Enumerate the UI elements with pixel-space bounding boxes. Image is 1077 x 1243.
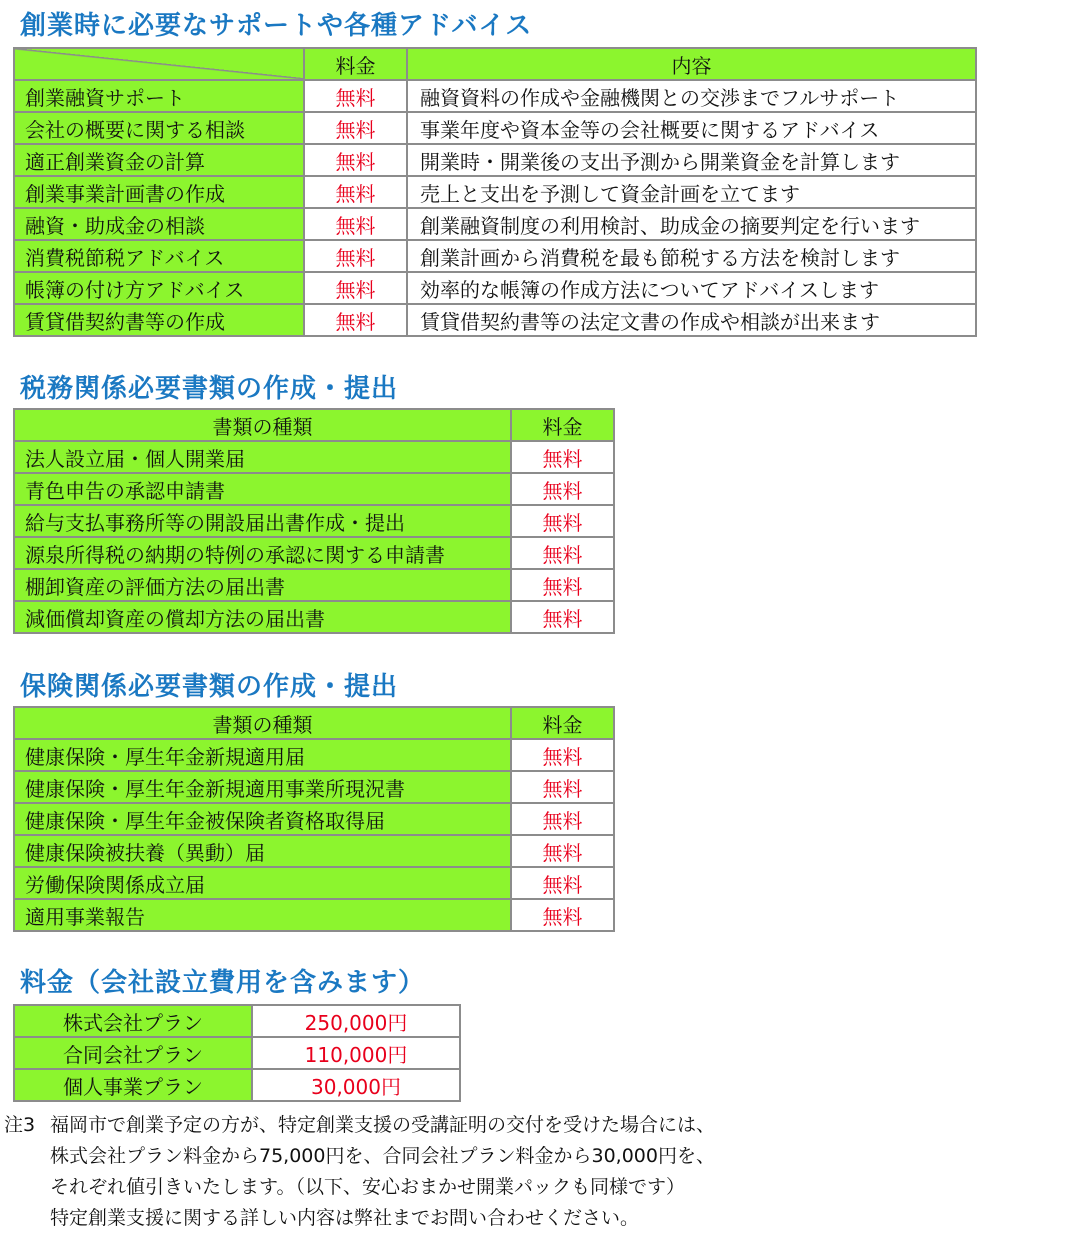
fee-value: 無料 xyxy=(304,144,407,176)
document-name: 健康保険被扶養（異動）届 xyxy=(14,835,511,867)
service-description: 事業年度や資本金等の会社概要に関するアドバイス xyxy=(407,112,976,144)
fee-value: 無料 xyxy=(511,771,614,803)
tax-table xyxy=(13,408,615,634)
table-row xyxy=(14,569,614,601)
plan-name: 個人事業プラン xyxy=(14,1069,252,1101)
table-row xyxy=(14,272,976,304)
notes-block xyxy=(4,1110,715,1234)
table-row xyxy=(14,739,614,771)
table-row xyxy=(14,1005,460,1037)
pricing-section-title: 料金（会社設立費用を含みます） xyxy=(20,968,426,998)
service-label: 会社の概要に関する相談 xyxy=(14,112,304,144)
insurance-table xyxy=(13,706,615,932)
service-label: 消費税節税アドバイス xyxy=(14,240,304,272)
plan-price: 110,000円 xyxy=(252,1037,460,1069)
table-row xyxy=(14,537,614,569)
fee-header: 料金 xyxy=(511,707,614,739)
document-name: 棚卸資産の評価方法の届出書 xyxy=(14,569,511,601)
table-row xyxy=(14,473,614,505)
fee-value: 無料 xyxy=(511,803,614,835)
support-table xyxy=(13,47,977,337)
fee-header: 料金 xyxy=(511,409,614,441)
note-text: 福岡市で創業予定の方が、特定創業支援の受講証明の交付を受けた場合には、 xyxy=(50,1114,716,1136)
table-row xyxy=(14,240,976,272)
fee-value: 無料 xyxy=(304,208,407,240)
doc-type-header: 書類の種類 xyxy=(14,707,511,739)
table-row xyxy=(14,867,614,899)
fee-value: 無料 xyxy=(304,304,407,336)
fee-value: 無料 xyxy=(511,867,614,899)
table-row xyxy=(14,771,614,803)
table-row xyxy=(14,441,614,473)
table-row xyxy=(14,208,976,240)
note-line: 株式会社プラン料金から75,000円を、合同会社プラン料金から30,000円を、 xyxy=(50,1145,715,1167)
insurance-header-row xyxy=(14,707,614,739)
table-row xyxy=(14,601,614,633)
note-mark: 注3 xyxy=(4,1114,36,1136)
note-line: それぞれ値引きいたします。（以下、安心おまかせ開業パックも同様です） xyxy=(50,1176,685,1198)
table-row xyxy=(14,803,614,835)
fee-value: 無料 xyxy=(511,601,614,633)
service-label: 創業事業計画書の作成 xyxy=(14,176,304,208)
plan-price: 30,000円 xyxy=(252,1069,460,1101)
table-row xyxy=(14,899,614,931)
document-name: 健康保険・厚生年金被保険者資格取得届 xyxy=(14,803,511,835)
table-row xyxy=(14,176,976,208)
service-description: 創業融資制度の利用検討、助成金の摘要判定を行います xyxy=(407,208,976,240)
service-description: 賃貸借契約書等の法定文書の作成や相談が出来ます xyxy=(407,304,976,336)
fee-value: 無料 xyxy=(304,240,407,272)
tax-header-row xyxy=(14,409,614,441)
document-name: 健康保険・厚生年金新規適用事業所現況書 xyxy=(14,771,511,803)
support-section-title: 創業時に必要なサポートや各種アドバイス xyxy=(20,11,533,41)
doc-type-header: 書類の種類 xyxy=(14,409,511,441)
table-row xyxy=(14,505,614,537)
fee-value: 無料 xyxy=(511,473,614,505)
plan-price: 250,000円 xyxy=(252,1005,460,1037)
note-line xyxy=(4,1110,715,1141)
fee-value: 無料 xyxy=(304,112,407,144)
service-description: 効率的な帳簿の作成方法についてアドバイスします xyxy=(407,272,976,304)
tax-section-title: 税務関係必要書類の作成・提出 xyxy=(20,374,399,404)
table-row xyxy=(14,1069,460,1101)
fee-value: 無料 xyxy=(511,569,614,601)
service-description: 創業計画から消費税を最も節税する方法を検討します xyxy=(407,240,976,272)
service-description: 売上と支出を予測して資金計画を立てます xyxy=(407,176,976,208)
fee-value: 無料 xyxy=(511,835,614,867)
fee-value: 無料 xyxy=(304,272,407,304)
service-label: 帳簿の付け方アドバイス xyxy=(14,272,304,304)
service-label: 融資・助成金の相談 xyxy=(14,208,304,240)
table-row xyxy=(14,144,976,176)
document-name: 給与支払事務所等の開設届出書作成・提出 xyxy=(14,505,511,537)
service-description: 開業時・開業後の支出予測から開業資金を計算します xyxy=(407,144,976,176)
document-name: 法人設立届・個人開業届 xyxy=(14,441,511,473)
pricing-table xyxy=(13,1004,461,1102)
insurance-section-title: 保険関係必要書類の作成・提出 xyxy=(20,672,399,702)
support-header-row xyxy=(14,48,976,80)
table-row xyxy=(14,304,976,336)
fee-value: 無料 xyxy=(511,505,614,537)
plan-name: 合同会社プラン xyxy=(14,1037,252,1069)
service-description: 融資資料の作成や金融機関との交渉までフルサポート xyxy=(407,80,976,112)
fee-value: 無料 xyxy=(304,80,407,112)
document-name: 適用事業報告 xyxy=(14,899,511,931)
diagonal-header-cell xyxy=(14,48,304,80)
document-name: 労働保険関係成立届 xyxy=(14,867,511,899)
document-name: 青色申告の承認申請書 xyxy=(14,473,511,505)
plan-name: 株式会社プラン xyxy=(14,1005,252,1037)
content-header: 内容 xyxy=(407,48,976,80)
table-row xyxy=(14,112,976,144)
fee-value: 無料 xyxy=(304,176,407,208)
fee-value: 無料 xyxy=(511,739,614,771)
note-line: 特定創業支援に関する詳しい内容は弊社までお問い合わせください。 xyxy=(50,1207,640,1229)
fee-header: 料金 xyxy=(304,48,407,80)
fee-value: 無料 xyxy=(511,899,614,931)
document-name: 健康保険・厚生年金新規適用届 xyxy=(14,739,511,771)
table-row xyxy=(14,80,976,112)
service-label: 適正創業資金の計算 xyxy=(14,144,304,176)
service-label: 賃貸借契約書等の作成 xyxy=(14,304,304,336)
document-name: 源泉所得税の納期の特例の承認に関する申請書 xyxy=(14,537,511,569)
service-label: 創業融資サポート xyxy=(14,80,304,112)
document-name: 減価償却資産の償却方法の届出書 xyxy=(14,601,511,633)
fee-value: 無料 xyxy=(511,441,614,473)
table-row xyxy=(14,835,614,867)
table-row xyxy=(14,1037,460,1069)
fee-value: 無料 xyxy=(511,537,614,569)
